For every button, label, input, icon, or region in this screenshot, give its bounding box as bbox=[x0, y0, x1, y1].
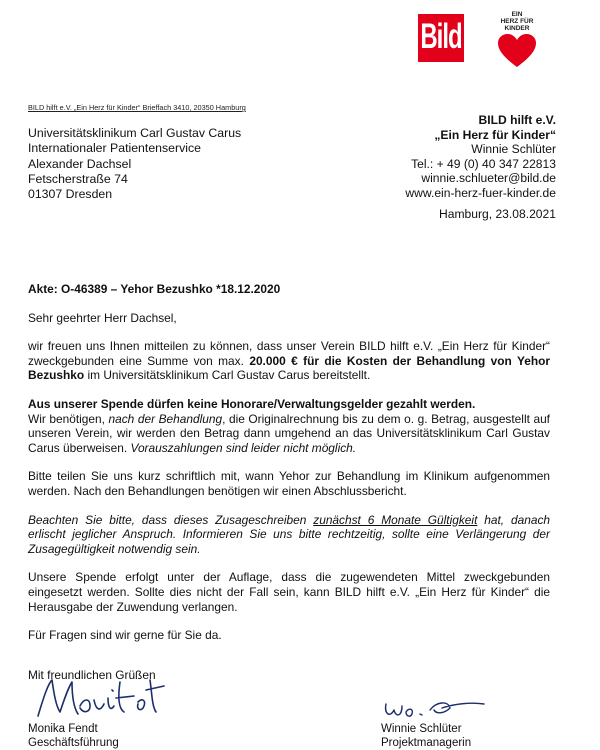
paragraph-2-heading: Aus unserer Spende dürfen keine Honorare/Verwaltungsgelder gezahlt werden. bbox=[28, 396, 476, 411]
bild-logo bbox=[418, 14, 464, 62]
recipient-line: Internationaler Patientenservice bbox=[28, 141, 201, 156]
paragraph-5: Unsere Spende erfolgt unter der Auflage, dass die zugewendeten Mittel zweckgebunden eingesetzt werden. Sollte dies nicht der Fall sein, kann BILD hilft e.V. „Ein Herz für Kinder“ die Herausgabe der Zuwendung verlangen. bbox=[28, 570, 550, 614]
signer-2 bbox=[381, 722, 471, 750]
signature-monika-fendt bbox=[34, 676, 184, 724]
sender-contact: Winnie Schlüter bbox=[471, 142, 556, 157]
sender-web[interactable]: www.ein-herz-fuer-kinder.de bbox=[405, 185, 556, 200]
sender-email[interactable]: winnie.schlueter@bild.de bbox=[421, 171, 556, 186]
paragraph-1: wir freuen uns Ihnen mitteilen zu können, dass unser Verein BILD hilft e.V. „Ein Herz für Kinder“ zweckgebunden eine Summe von max. 20.000 € für die Kosten der Behandlung von Yehor Bezushko im Universitätsklinikum Carl Gustav Carus bereitstellt. bbox=[28, 339, 550, 383]
signature-winnie-schlueter bbox=[380, 692, 490, 724]
heart-logo-text: EIN HERZ FÜR KINDER bbox=[500, 11, 534, 32]
recipient-address bbox=[28, 126, 241, 202]
paragraph-2: Wir benötigen, nach der Behandlung, die Originalrechnung bis zu dem o. g. Betrag, ausgestellt auf unseren Verein, wir werden den Betrag dann umgehend an das Universitätsklinikum Carl Gustav Carus überweisen. Vorauszahlungen sind leider nicht möglich. bbox=[28, 411, 550, 455]
sender-phone: Tel.: + 49 (0) 40 347 22813 bbox=[411, 156, 556, 171]
sender-block bbox=[405, 113, 556, 201]
paragraph-4: Beachten Sie bitte, dass dieses Zusageschreiben zunächst 6 Monate Gültigkeit hat, danach erlischt jeglicher Anspruch. Informieren Sie uns bitte rechtzeitig, sollte eine Verlängerung der Zusagegültigkeit notwendig sein. bbox=[28, 512, 550, 556]
letter-date: Hamburg, 23.08.2021 bbox=[439, 207, 556, 221]
recipient-line: Universitätsklinikum Carl Gustav Carus bbox=[28, 126, 242, 140]
sender-org-sub: „Ein Herz für Kinder“ bbox=[434, 127, 556, 142]
recipient-line: Fetscherstraße 74 bbox=[28, 171, 128, 186]
paragraph-6: Für Fragen sind wir gerne für Sie da. bbox=[28, 628, 222, 643]
recipient-line: Alexander Dachsel bbox=[28, 156, 132, 171]
heart-icon bbox=[498, 34, 536, 68]
recipient-line: 01307 Dresden bbox=[28, 187, 113, 202]
signer-1-role: Geschäftsführung bbox=[28, 737, 119, 749]
return-address: BILD hilft e.V. „Ein Herz für Kinder“ Brieffach 3410, 20350 Hamburg bbox=[28, 103, 246, 112]
paragraph-3: Bitte teilen Sie uns kurz schriftlich mit, wann Yehor zur Behandlung im Klinikum aufgenommen werden. Nach den Behandlungen benötigen wir einen Abschlussbericht. bbox=[28, 469, 550, 498]
signer-1-name: Monika Fendt bbox=[28, 723, 98, 735]
salutation: Sehr geehrter Herr Dachsel, bbox=[28, 310, 177, 325]
bild-logo-text: Bild bbox=[420, 17, 462, 57]
sender-org: BILD hilft e.V. bbox=[478, 113, 556, 127]
signer-2-role: Projektmanagerin bbox=[381, 737, 472, 749]
signer-1 bbox=[28, 722, 119, 750]
signer-2-name: Winnie Schlüter bbox=[381, 723, 462, 735]
subject-line: Akte: O-46389 – Yehor Bezushko *18.12.2020 bbox=[28, 282, 281, 296]
letter-body bbox=[28, 282, 550, 657]
ein-herz-fuer-kinder-logo bbox=[490, 10, 544, 72]
closing: Mit freundlichen Grüßen bbox=[28, 668, 156, 682]
